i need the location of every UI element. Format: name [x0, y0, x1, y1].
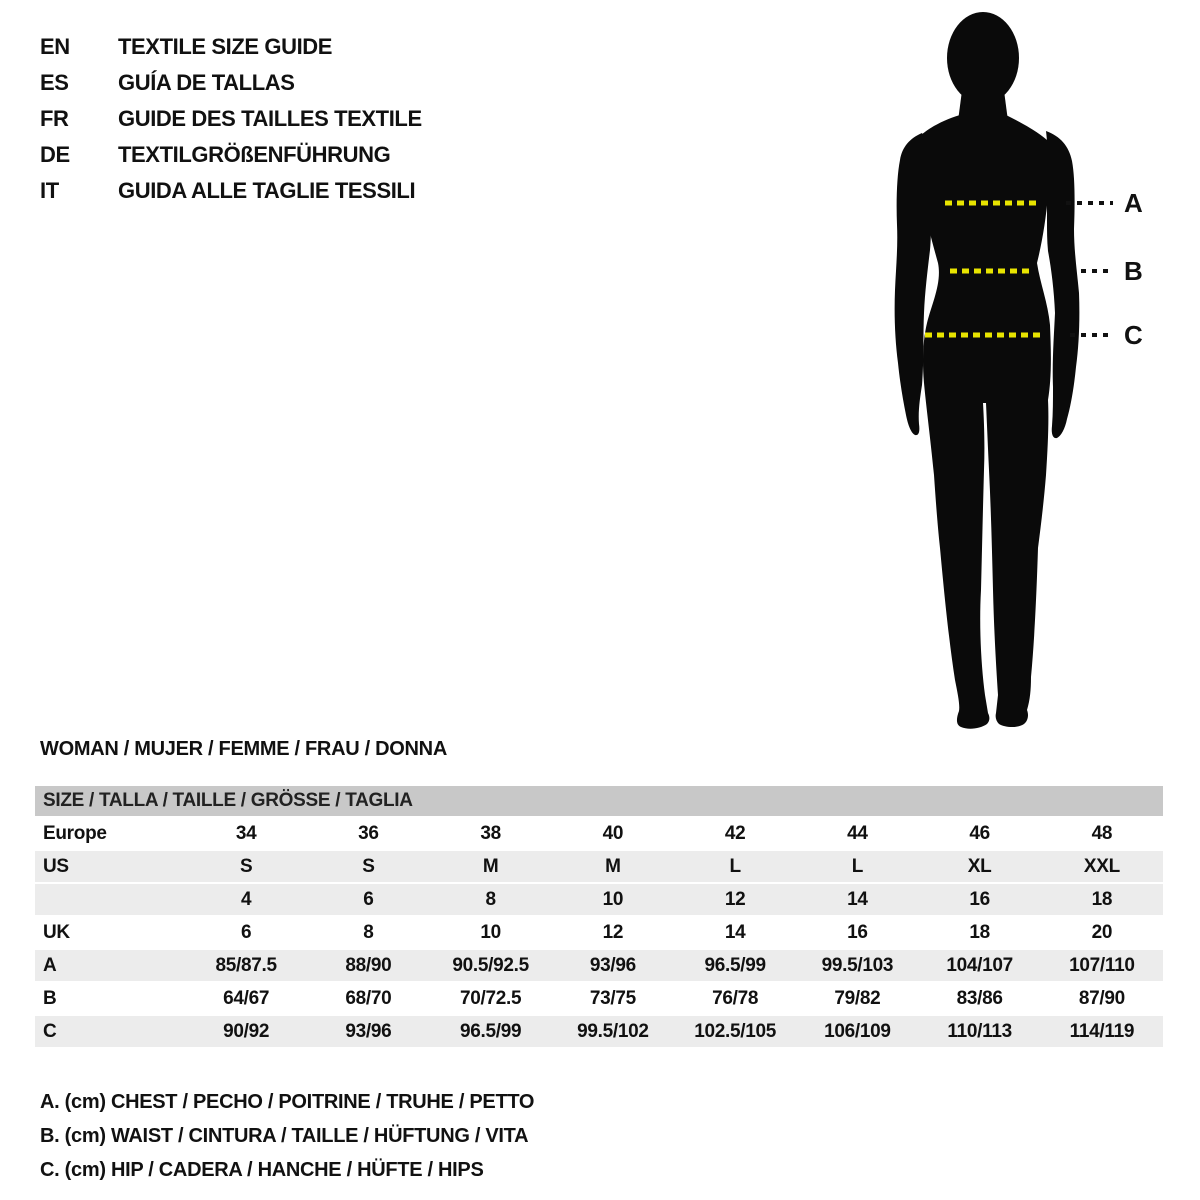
lang-code: DE	[40, 142, 70, 167]
size-value-cell: S	[362, 856, 375, 877]
table-row	[35, 917, 1163, 948]
size-value-cell: 107/110	[1069, 955, 1135, 976]
size-value-cell: L	[851, 856, 864, 877]
language-list	[40, 29, 422, 209]
size-value-cell: 70/72.5	[459, 988, 522, 1009]
row-label: B	[43, 988, 57, 1009]
lang-title: GUIDA ALLE TAGLIE TESSILI	[118, 178, 416, 203]
size-value-cell: 76/78	[712, 988, 759, 1009]
lang-row-es	[40, 65, 422, 101]
size-value-cell: 88/90	[345, 955, 392, 976]
size-value-cell: 90.5/92.5	[452, 955, 529, 976]
size-value-cell: 6	[363, 889, 374, 910]
woman-silhouette-icon	[860, 5, 1160, 745]
legend-chest: A. (cm) CHEST / PECHO / POITRINE / TRUHE / PETTO	[40, 1091, 535, 1113]
size-value-cell: 18	[969, 922, 990, 943]
size-value-cell: 40	[602, 823, 624, 844]
size-value-cell: 64/67	[223, 988, 270, 1009]
table-row	[35, 818, 1163, 849]
size-value-cell: 90/92	[223, 1021, 270, 1042]
table-row	[35, 1016, 1163, 1047]
table-row	[35, 884, 1163, 915]
lang-code: ES	[40, 70, 69, 95]
size-value-cell: XL	[967, 856, 992, 877]
size-value-cell: 10	[602, 889, 624, 910]
lang-row-en	[40, 29, 422, 65]
table-row	[35, 983, 1163, 1014]
row-label: Europe	[43, 823, 107, 844]
size-value-cell: 18	[1091, 889, 1113, 910]
size-value-cell: 46	[969, 823, 990, 844]
measurement-legend	[40, 1085, 534, 1187]
size-value-cell: 12	[602, 922, 624, 943]
size-value-cell: 8	[485, 889, 496, 910]
size-value-cell: 73/75	[589, 988, 636, 1009]
lang-code: FR	[40, 106, 69, 131]
size-value-cell: 4	[240, 889, 252, 910]
row-label	[35, 884, 185, 915]
lang-title: GUÍA DE TALLAS	[118, 70, 295, 95]
size-value-cell: 12	[724, 889, 746, 910]
lang-title: GUIDE DES TAILLES TEXTILE	[118, 106, 422, 131]
size-value-cell: 106/109	[824, 1021, 891, 1042]
size-value-cell: 110/113	[947, 1021, 1012, 1042]
group-title: WOMAN / MUJER / FEMME / FRAU / DONNA	[40, 738, 447, 760]
lang-row-de	[40, 137, 422, 173]
size-value-cell: 38	[480, 823, 501, 844]
size-value-cell: 8	[363, 922, 374, 943]
size-value-cell: 79/82	[834, 988, 881, 1009]
size-value-cell: L	[729, 856, 741, 877]
size-value-cell: S	[239, 856, 253, 877]
size-value-cell: 104/107	[946, 955, 1013, 976]
size-value-cell: 68/70	[345, 988, 392, 1009]
row-label: A	[43, 955, 57, 976]
lang-title: TEXTILGRÖßENFÜHRUNG	[118, 142, 391, 167]
size-value-cell: 99.5/102	[577, 1021, 649, 1042]
size-value-cell: 85/87.5	[215, 955, 277, 976]
size-value-cell: M	[605, 856, 621, 877]
size-value-cell: 42	[724, 823, 746, 844]
size-value-cell: 14	[847, 889, 868, 910]
size-value-cell: 20	[1091, 922, 1113, 943]
size-value-cell: M	[482, 856, 499, 877]
size-value-cell: 48	[1091, 823, 1113, 844]
chest-label: A	[1124, 188, 1143, 218]
table-row	[35, 950, 1163, 981]
size-value-cell: 10	[480, 922, 501, 943]
size-value-cell: 99.5/103	[821, 955, 894, 976]
size-value-cell: 96.5/99	[459, 1021, 522, 1042]
size-value-cell: 93/96	[589, 955, 636, 976]
size-value-cell: 16	[847, 922, 868, 943]
size-value-cell: 34	[235, 823, 257, 844]
row-label: UK	[43, 922, 70, 943]
size-table-header: SIZE / TALLA / TAILLE / GRÖSSE / TAGLIA	[35, 786, 1163, 816]
size-value-cell: 14	[724, 922, 746, 943]
lang-row-fr	[40, 101, 422, 137]
table-row	[35, 851, 1163, 882]
size-value-cell: 6	[240, 922, 252, 943]
size-value-cell: 93/96	[345, 1021, 392, 1042]
size-value-cell: 36	[358, 823, 379, 844]
size-value-cell: 44	[847, 823, 868, 844]
row-label: C	[43, 1021, 57, 1042]
lang-code: EN	[40, 34, 70, 59]
size-value-cell: XXL	[1083, 856, 1120, 877]
body-measurement-figure	[860, 5, 1160, 745]
size-value-cell: 96.5/99	[704, 955, 766, 976]
lang-title: TEXTILE SIZE GUIDE	[118, 34, 333, 59]
size-table	[35, 786, 1163, 1047]
size-value-cell: 87/90	[1078, 988, 1125, 1009]
hip-label: C	[1124, 320, 1143, 350]
lang-code: IT	[40, 178, 59, 203]
size-value-cell: 83/86	[956, 988, 1003, 1009]
legend-waist: B. (cm) WAIST / CINTURA / TAILLE / HÜFTUNG / VITA	[40, 1125, 529, 1147]
size-value-cell: 102.5/105	[694, 1021, 777, 1042]
waist-label: B	[1124, 256, 1143, 286]
legend-hip: C. (cm) HIP / CADERA / HANCHE / HÜFTE / HIPS	[40, 1159, 484, 1181]
row-label: US	[43, 856, 69, 877]
size-value-cell: 16	[969, 889, 990, 910]
lang-row-it	[40, 173, 422, 209]
size-value-cell: 114/119	[1069, 1021, 1135, 1042]
